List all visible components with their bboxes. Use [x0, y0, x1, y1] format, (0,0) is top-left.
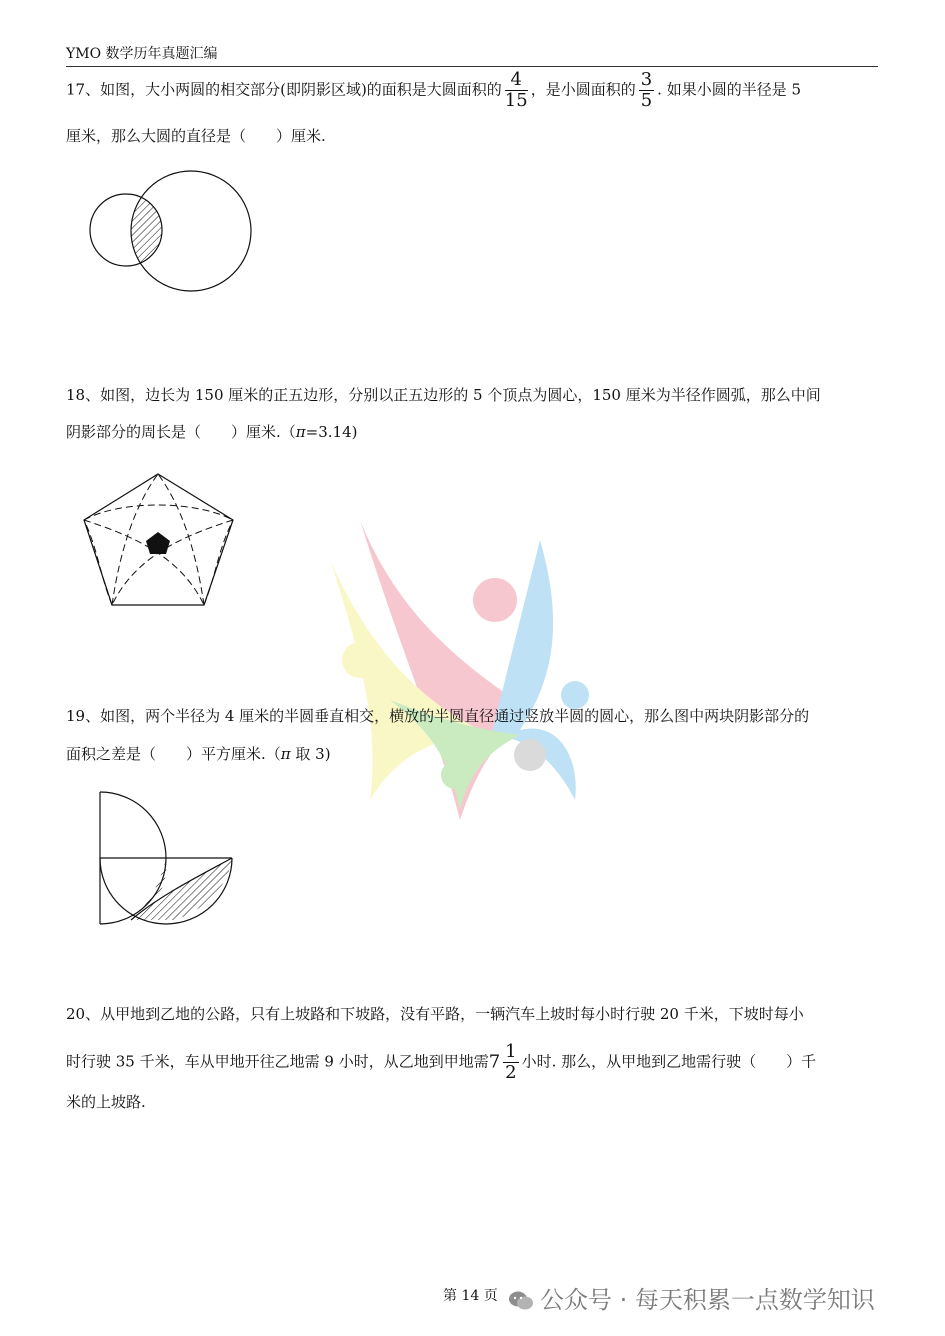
q20-line-3: 米的上坡路. — [66, 1093, 146, 1111]
q20-line-1: 20、从甲地到乙地的公路，只有上坡路和下坡路，没有平路，一辆汽车上坡时每小时行驶 20 千米，下坡时每小 — [66, 1005, 804, 1023]
q17-line-1: 17、如图，大小两圆的相交部分(即阴影区域)的面积是大圆面积的 $\frac{4}{15}$ ，是小圆面积的 $\frac{3}{5}$ . 如果小圆的半径是 5 — [66, 69, 802, 111]
mixed-number-7-1-2: 7 $\frac{1}{2}$ — [488, 1041, 517, 1083]
q19-line-2: 面积之差是（ ）平方厘米.（π 取 3) — [66, 745, 331, 763]
q18-line-1: 18、如图，边长为 150 厘米的正五边形，分别以正五边形的 5 个顶点为圆心，150 厘米为半径作圆弧，那么中间 — [66, 386, 821, 404]
q19-figure-semicircles — [94, 786, 239, 928]
q18-line-2: 阴影部分的周长是（ ）厘米.（π=3.14) — [66, 423, 358, 441]
q19-line-1: 19、如图，两个半径为 4 厘米的半圆垂直相交，横放的半圆直径通过竖放半圆的圆心，那么图中两块阴影部分的 — [66, 707, 810, 725]
question-17 — [66, 70, 878, 150]
q20-line-2: 时行驶 35 千米，车从甲地开往乙地需 9 小时，从乙地到甲地需7 $\frac{1}{2}$ 小时. 那么，从甲地到乙地需行驶（ ）千 — [66, 1041, 817, 1083]
fraction-3-5: $\frac{3}{5}$ — [640, 69, 653, 111]
page-number: 第 14 页 — [443, 1288, 498, 1304]
question-19 — [66, 706, 878, 766]
wechat-icon — [508, 1290, 534, 1312]
fraction-4-15: $\frac{4}{15}$ — [504, 69, 528, 111]
watermark-logo — [330, 500, 590, 830]
q17-line-2: 厘米，那么大圆的直径是（ ）厘米. — [66, 127, 326, 145]
question-18 — [66, 385, 878, 445]
page-header — [66, 46, 878, 67]
header-title: YMO 数学历年真题汇编 — [66, 46, 218, 62]
q17-figure-two-circles — [86, 168, 256, 298]
q18-figure-pentagon — [80, 470, 240, 612]
question-20 — [66, 1004, 878, 1114]
footer-brand: 公众号 · 每天积累一点数学知识 — [508, 1280, 875, 1315]
fraction-1-2: $\frac{1}{2}$ — [505, 1041, 517, 1083]
